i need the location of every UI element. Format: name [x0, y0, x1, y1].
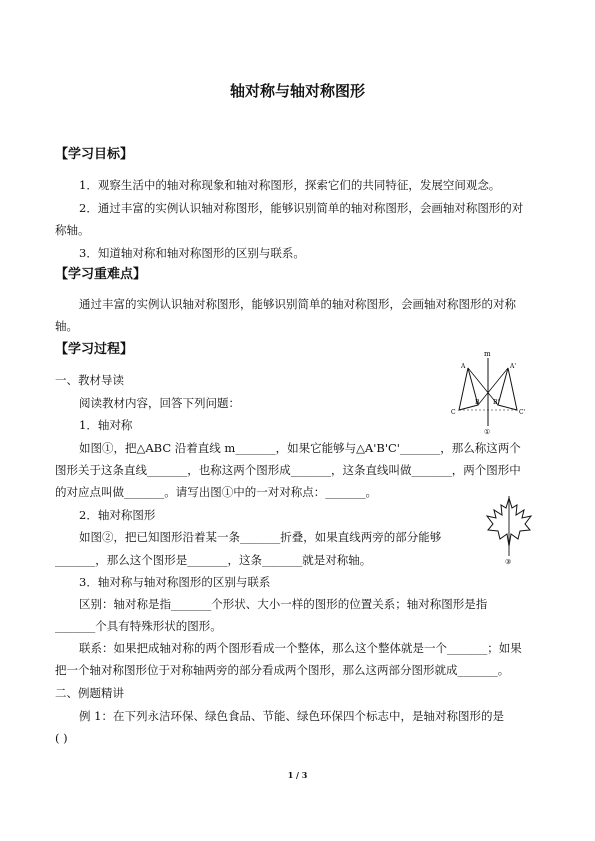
- point-label: A': [510, 363, 516, 370]
- process-text: 如图①，把△ABC 沿着直线 m_______，如果它能够与△A'B'C'_______，那么称这两个: [79, 441, 521, 455]
- process-text: 的对应点叫做_______。请写出图①中的一对对称点：_______。: [55, 485, 377, 499]
- answer-brackets: ( ): [55, 731, 68, 745]
- figure-2-label: ③: [505, 558, 512, 566]
- process-text: 联系：如果把成轴对称的两个图形看成一个整体，那么这个整体就是一个_______；如果: [79, 641, 522, 655]
- process-text: 区别：轴对称是指_______个形状、大小一样的图形的位置关系；轴对称图形是指: [79, 597, 488, 611]
- section-heading-goals: 【学习目标】: [55, 147, 134, 162]
- point-label: A: [461, 363, 466, 370]
- process-heading-2: 二、例题精讲: [55, 686, 124, 700]
- process-text: 阅读教材内容，回答下列问题：: [79, 396, 240, 410]
- section-heading-keypoints: 【学习重难点】: [55, 267, 147, 282]
- keypoints-line-2: 轴。: [55, 319, 78, 333]
- process-subheading-1: 1．轴对称: [79, 418, 133, 432]
- process-text: _______个具有特殊形状的图形。: [55, 619, 222, 633]
- goal-1: 1．观察生活中的轴对称现象和轴对称图形，探索它们的共同特征，发展空间观念。: [79, 178, 501, 192]
- page-title: 轴对称与轴对称图形: [229, 82, 365, 100]
- process-subheading-2: 2．轴对称图形: [79, 508, 156, 522]
- keypoints-line-1: 通过丰富的实例认识轴对称图形，能够识别简单的轴对称图形，会画轴对称图形的对称: [79, 297, 516, 311]
- goal-3: 3．知道轴对称和轴对称图形的区别与联系。: [79, 246, 305, 260]
- goal-2-cont: 称轴。: [55, 223, 90, 237]
- goal-2: 2．通过丰富的实例认识轴对称图形，能够识别简单的轴对称图形，会画轴对称图形的对: [79, 201, 524, 215]
- triangle-abc-prime: [498, 368, 517, 410]
- process-text: 如图②，把已知图形沿着某一条_______折叠，如果直线两旁的部分能够: [79, 530, 442, 544]
- point-label: C': [519, 409, 526, 416]
- figure-2-maple-leaf: [478, 496, 540, 566]
- page-number: 1 / 3: [287, 770, 308, 780]
- process-heading-1: 一、教材导读: [55, 373, 124, 387]
- point-label: B': [493, 399, 500, 406]
- axis-label-m: m: [484, 350, 491, 358]
- example-1-text: 例 1：在下列永洁环保、绿色食品、节能、绿色环保四个标志中，是轴对称图形的是: [79, 709, 504, 723]
- section-heading-process: 【学习过程】: [55, 342, 134, 357]
- figure-1-label: ①: [484, 428, 491, 436]
- point-label: C: [451, 409, 456, 416]
- figure-1-triangles: [448, 348, 533, 438]
- process-text: 图形关于这条直线_______，也称这两个图形成_______，这条直线叫做_______，两个图形中: [55, 463, 521, 477]
- process-text: _______，那么这个图形是_______，这条_______就是对称轴。: [55, 553, 372, 567]
- point-label: B: [475, 399, 480, 406]
- process-text: 把一个轴对称图形位于对称轴两旁的部分看成两个图形，那么这两部分图形就成_______。: [55, 663, 510, 677]
- process-subheading-3: 3．轴对称与轴对称图形的区别与联系: [79, 575, 271, 589]
